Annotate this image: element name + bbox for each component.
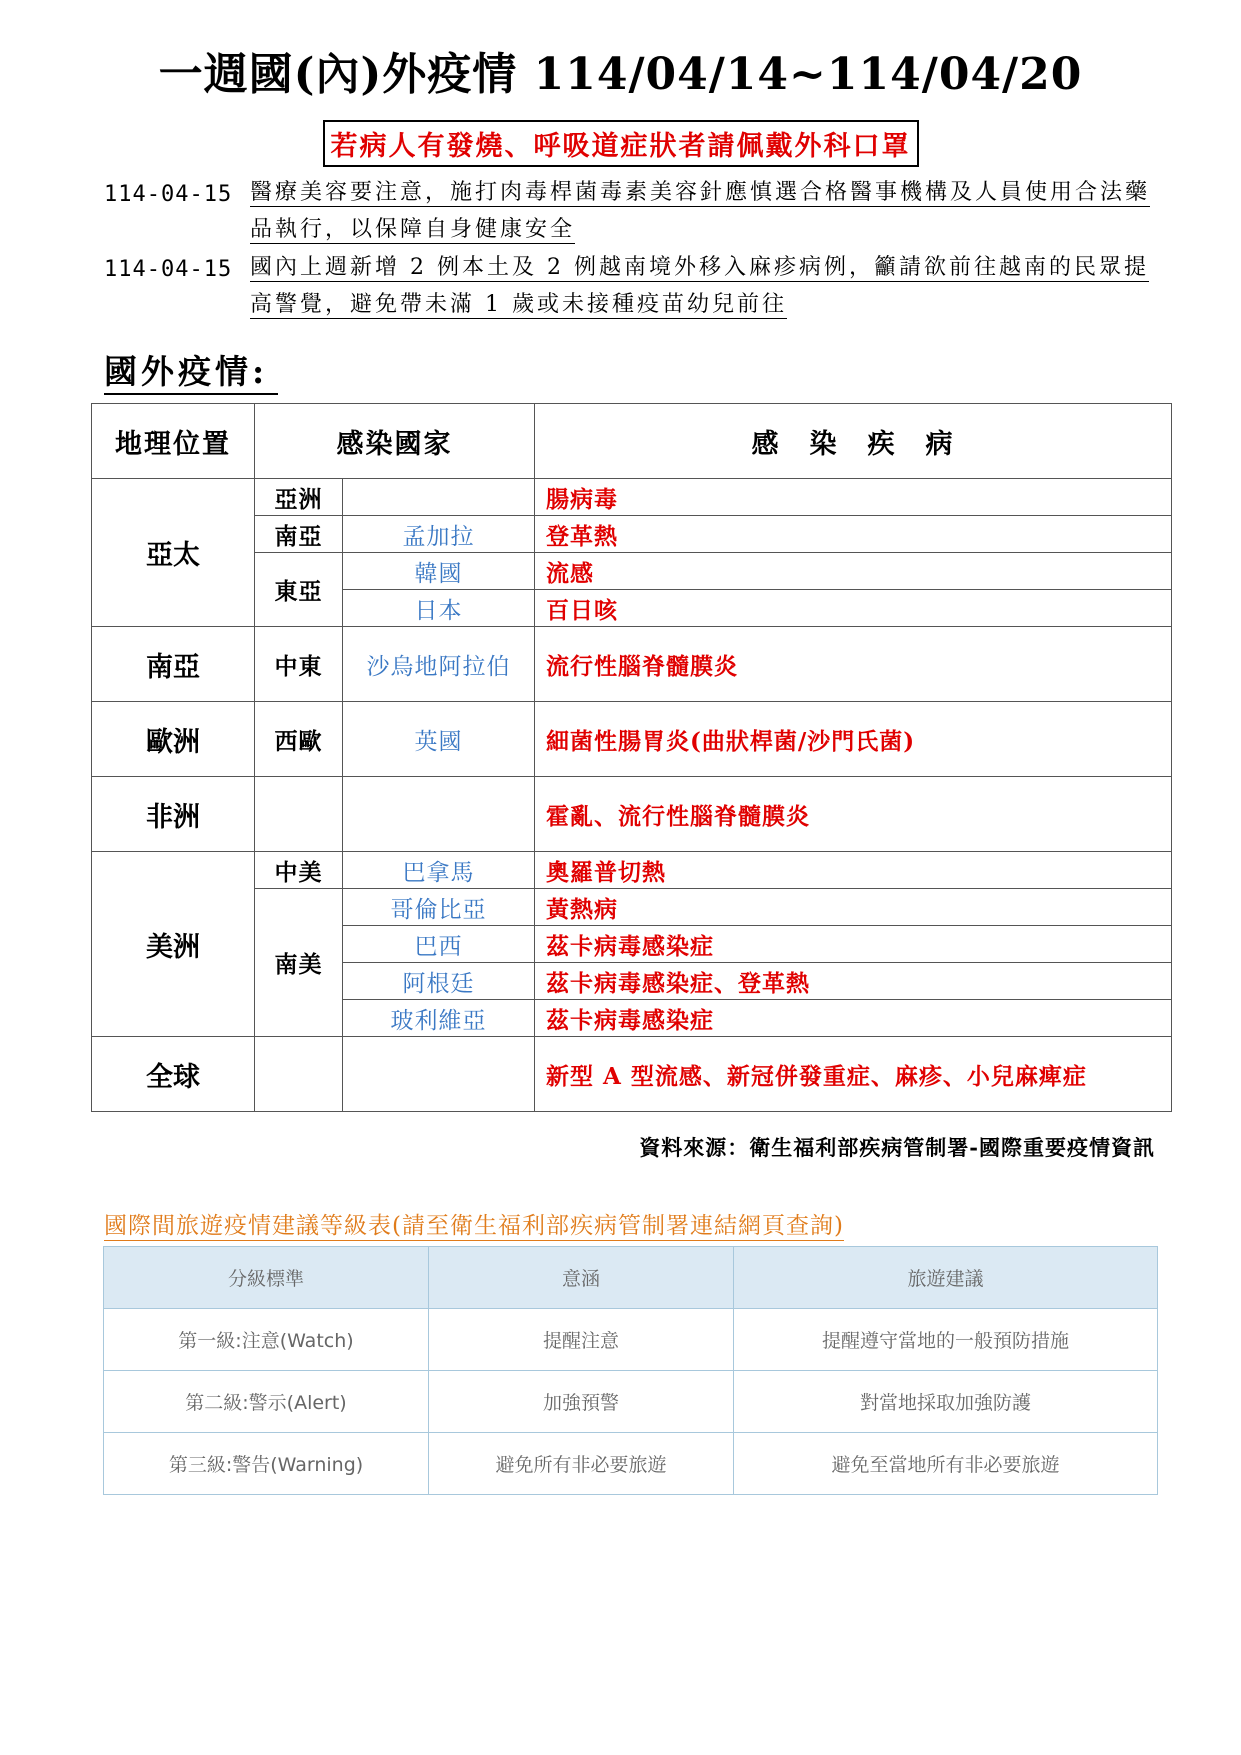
header-advice: 旅遊建議 xyxy=(734,1247,1158,1309)
country-cell xyxy=(343,479,535,516)
country-cell xyxy=(343,777,535,852)
disease-cell: 細菌性腸胃炎(曲狀桿菌/沙門氏菌) xyxy=(535,702,1172,777)
subregion-cell: 中東 xyxy=(255,627,343,702)
subregion-cell: 亞洲 xyxy=(255,479,343,516)
advice-cell: 避免至當地所有非必要旅遊 xyxy=(734,1433,1158,1495)
disease-cell: 腸病毒 xyxy=(535,479,1172,516)
news-text[interactable]: 國內上週新增 2 例本土及 2 例越南境外移入麻疹病例，籲請欲前往越南的民眾提高警覺，避免帶未滿 1 歲或未接種疫苗幼兒前往 xyxy=(250,255,1149,317)
disease-cell: 霍亂、流行性腦脊髓膜炎 xyxy=(535,777,1172,852)
warning-banner: 若病人有發燒、呼吸道症狀者請佩戴外科口罩 xyxy=(323,120,919,167)
section-title: 國外疫情: xyxy=(104,346,278,395)
disease-cell: 茲卡病毒感染症、登革熱 xyxy=(535,963,1172,1000)
country-cell xyxy=(343,1037,535,1112)
header-level: 分級標準 xyxy=(104,1247,429,1309)
disease-cell: 流感 xyxy=(535,553,1172,590)
page-title: 一週國(內)外疫情 114/04/14~114/04/20 xyxy=(158,49,1083,100)
table-header-row xyxy=(92,404,1172,479)
subregion-cell: 南亞 xyxy=(255,516,343,553)
table-row xyxy=(104,1371,1158,1433)
country-cell: 日本 xyxy=(343,590,535,627)
header-country: 感染國家 xyxy=(255,404,535,479)
disease-cell: 百日咳 xyxy=(535,590,1172,627)
table-row xyxy=(92,852,1172,889)
table-row xyxy=(92,777,1172,852)
subregion-cell xyxy=(255,1037,343,1112)
disease-cell: 流行性腦脊髓膜炎 xyxy=(535,627,1172,702)
meaning-cell: 提醒注意 xyxy=(429,1309,734,1371)
geo-cell: 美洲 xyxy=(92,852,255,1037)
disease-cell: 茲卡病毒感染症 xyxy=(535,926,1172,963)
header-disease: 感 染 疾 病 xyxy=(535,404,1172,479)
disease-table xyxy=(91,403,1172,1112)
country-cell: 沙烏地阿拉伯 xyxy=(343,627,535,702)
disease-cell: 奧羅普切熱 xyxy=(535,852,1172,889)
geo-cell: 亞太 xyxy=(92,479,255,627)
country-cell: 阿根廷 xyxy=(343,963,535,1000)
disease-cell: 茲卡病毒感染症 xyxy=(535,1000,1172,1037)
subregion-cell xyxy=(255,777,343,852)
subregion-cell: 西歐 xyxy=(255,702,343,777)
table-header-row xyxy=(104,1247,1158,1309)
country-cell: 哥倫比亞 xyxy=(343,889,535,926)
meaning-cell: 避免所有非必要旅遊 xyxy=(429,1433,734,1495)
subregion-cell: 東亞 xyxy=(255,553,343,627)
advice-cell: 提醒遵守當地的一般預防措施 xyxy=(734,1309,1158,1371)
level-cell: 第一級:注意(Watch) xyxy=(104,1309,429,1371)
header-geo: 地理位置 xyxy=(92,404,255,479)
geo-cell: 全球 xyxy=(92,1037,255,1112)
level-cell: 第二級:警示(Alert) xyxy=(104,1371,429,1433)
country-cell: 巴西 xyxy=(343,926,535,963)
table-row xyxy=(104,1433,1158,1495)
table-row xyxy=(104,1309,1158,1371)
advice-cell: 對當地採取加強防護 xyxy=(734,1371,1158,1433)
source-note: 資料來源：衛生福利部疾病管制署-國際重要疫情資訊 xyxy=(639,1135,1155,1160)
meaning-cell: 加強預警 xyxy=(429,1371,734,1433)
level-cell: 第三級:警告(Warning) xyxy=(104,1433,429,1495)
country-cell: 孟加拉 xyxy=(343,516,535,553)
news-date: 114-04-15 xyxy=(104,257,233,282)
table-row xyxy=(92,627,1172,702)
geo-cell: 南亞 xyxy=(92,627,255,702)
news-text[interactable]: 醫療美容要注意，施打肉毒桿菌毒素美容針應慎選合格醫事機構及人員使用合法藥品執行，以保障自身健康安全 xyxy=(250,180,1151,242)
table-row xyxy=(92,702,1172,777)
header-meaning: 意涵 xyxy=(429,1247,734,1309)
disease-cell: 登革熱 xyxy=(535,516,1172,553)
disease-cell: 黃熱病 xyxy=(535,889,1172,926)
subregion-cell: 中美 xyxy=(255,852,343,889)
news-date: 114-04-15 xyxy=(104,182,233,207)
country-cell: 巴拿馬 xyxy=(343,852,535,889)
travel-level-table xyxy=(103,1246,1158,1495)
country-cell: 玻利維亞 xyxy=(343,1000,535,1037)
country-cell: 英國 xyxy=(343,702,535,777)
geo-cell: 歐洲 xyxy=(92,702,255,777)
subregion-cell: 南美 xyxy=(255,889,343,1037)
geo-cell: 非洲 xyxy=(92,777,255,852)
travel-advisory-link[interactable]: 國際間旅遊疫情建議等級表(請至衛生福利部疾病管制署連結網頁查詢) xyxy=(104,1207,844,1241)
table-row xyxy=(92,479,1172,516)
country-cell: 韓國 xyxy=(343,553,535,590)
disease-cell: 新型 A 型流感、新冠併發重症、麻疹、小兒麻痺症 xyxy=(535,1037,1172,1112)
table-row xyxy=(92,1037,1172,1112)
warning-banner-wrap xyxy=(0,120,1241,167)
